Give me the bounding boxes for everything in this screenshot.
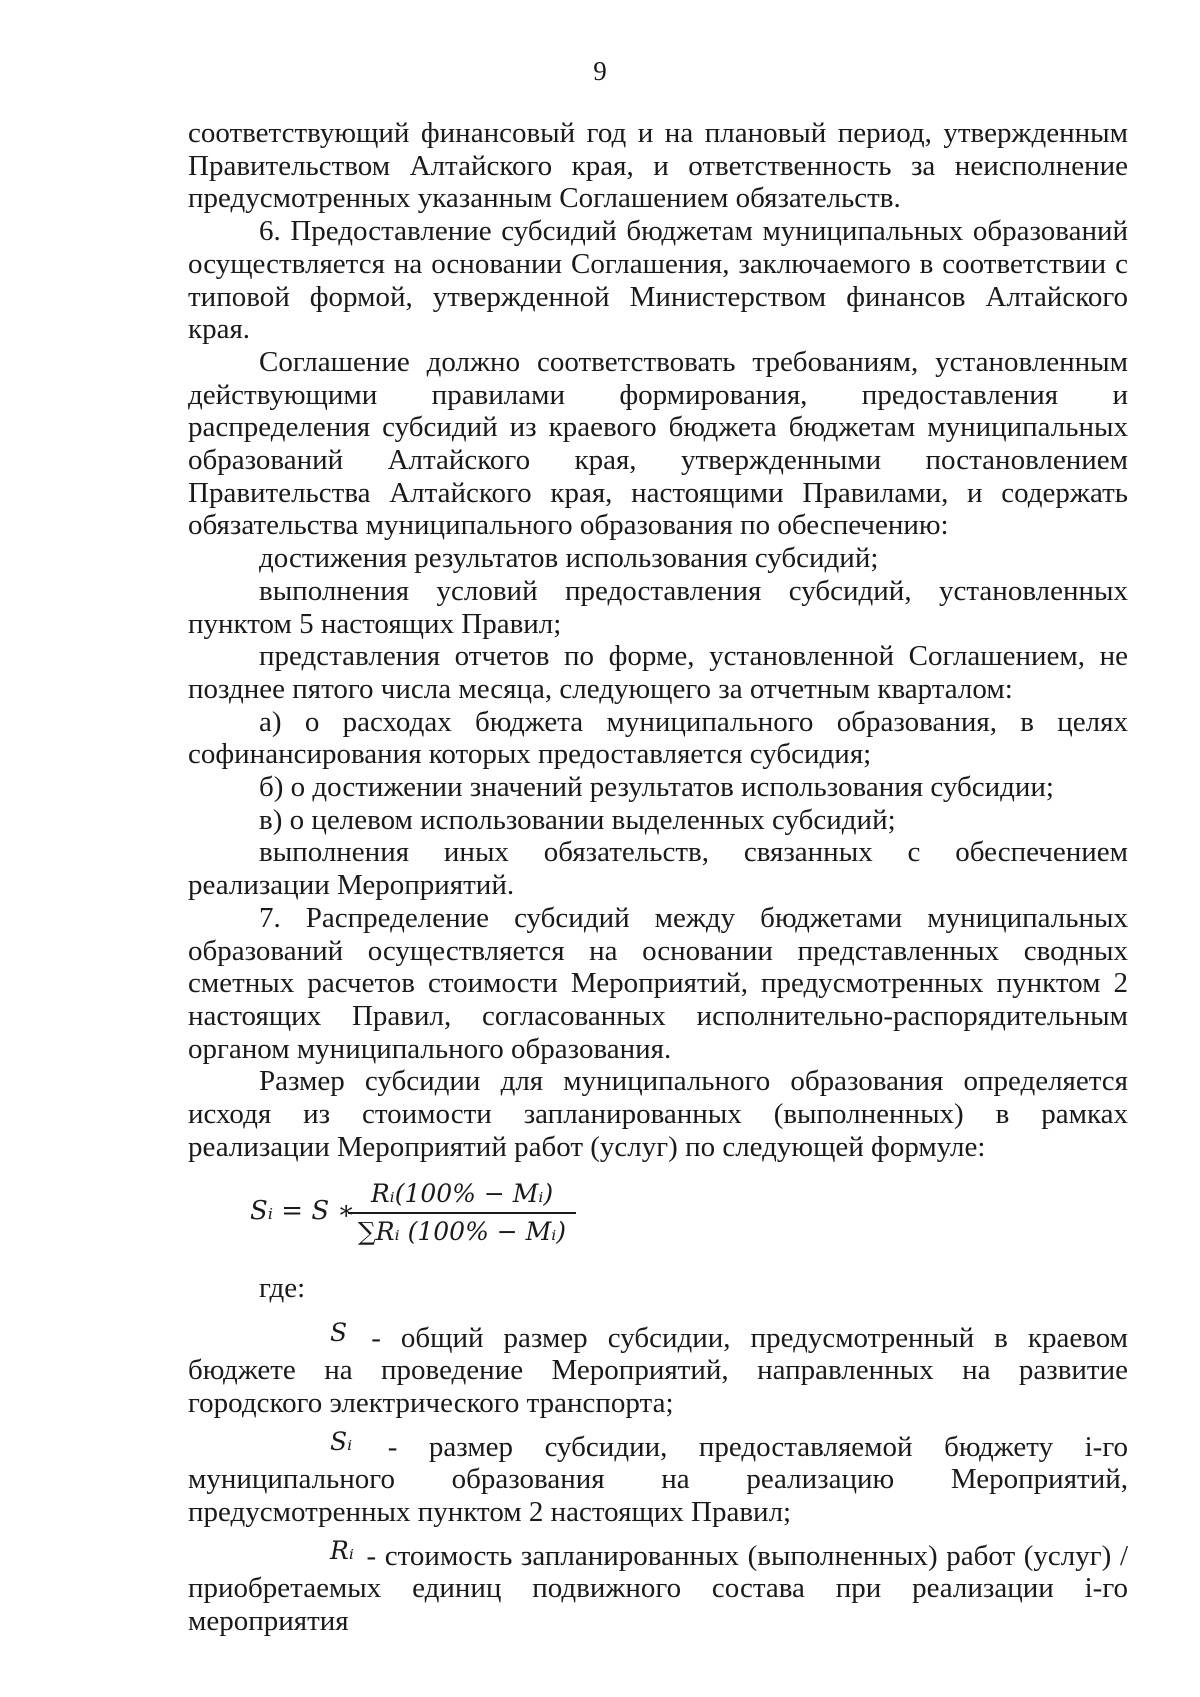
paragraph: 7. Распределение субсидий между бюджетами муниципальных образований осуществляется на основании представленных сводных сметных расчетов стоимости Мероприятий, предусмотренных пунктом 2 настоящих Правил, согласованных исполнительно-распорядительным органом муниципального образования. [188, 901, 1128, 1065]
definition-text: - размер субсидии, предоставляемой бюджету i-го муниципального образования на реализацию Мероприятий, предусмотренных пунктом 2 настоящих Правил; [188, 1430, 1129, 1529]
symbol-si: Sᵢ [330, 1426, 353, 1456]
paragraph: б) о достижении значений результатов использования субсидии; [259, 771, 1054, 804]
paragraph: Размер субсидии для муниципального образования определяется исходя из стоимости запланированных (выполненных) в рамках реализации Мероприятий работ (услуг) по следующей формуле: [188, 1065, 1128, 1163]
paragraph: достижения результатов использования субсидий; [259, 542, 879, 575]
paragraph: Соглашение должно соответствовать требованиям, установленным действующими правилами формирования, предоставления и распределения субсидий из краевого бюджета бюджетам муниципальных образований Алтайского края, утвержденными постановлением Правительства Алтайского края, настоящими Правилами, и содержать обязательства муниципального образования по обеспечению: [188, 345, 1128, 542]
definition-text: - общий размер субсидии, предусмотренный в краевом бюджете на проведение Мероприятий, направленных на развитие городского электрического транспорта; [188, 1321, 1128, 1419]
subsidy-formula [188, 1176, 1128, 1311]
paragraph: а) о расходах бюджета муниципального образования, в целях софинансирования которых предоставляется субсидия; [188, 705, 1128, 771]
definition-si [188, 1426, 1128, 1529]
formula-fraction [348, 1176, 576, 1250]
paragraph: выполнения иных обязательств, связанных с обеспечением реализации Мероприятий. [188, 836, 1128, 902]
paragraph: представления отчетов по форме, установленной Соглашением, не позднее пятого числа месяца, следующего за отчетным кварталом: [188, 640, 1128, 705]
paragraph: 6. Предоставление субсидий бюджетам муниципальных образований осуществляется на основании Соглашения, заключаемого в соответствии с типовой формой, утвержденной Министерством финансов Алтайского края. [188, 215, 1128, 346]
definition-ri [188, 1535, 1128, 1638]
definition-s [188, 1317, 1128, 1420]
symbol-s: S [330, 1317, 348, 1347]
formula-denominator: ∑Rᵢ (100% − Mᵢ) [348, 1212, 576, 1250]
where-label: где: [259, 1271, 306, 1304]
formula-numerator: Rᵢ(100% − Mᵢ) [370, 1178, 554, 1208]
paragraph: в) о целевом использовании выделенных субсидий; [259, 803, 896, 836]
definition-text: - стоимость запланированных (выполненных) работ (услуг) / приобретаемых единиц подвижного состава при реализации i-го мероприятия [188, 1539, 1128, 1638]
symbol-ri: Rᵢ [330, 1535, 354, 1565]
paragraph: соответствующий финансовый год и на плановый период, утвержденным Правительством Алтайского края, и ответственность за неисполнение предусмотренных указанным Соглашением обязательств. [188, 117, 1128, 215]
paragraph: выполнения условий предоставления субсидий, установленных пунктом 5 настоящих Правил; [188, 574, 1128, 640]
document-body [188, 117, 1128, 1638]
page-number: 9 [593, 56, 607, 86]
formula-lhs: Sᵢ = S ∗ [250, 1195, 356, 1226]
